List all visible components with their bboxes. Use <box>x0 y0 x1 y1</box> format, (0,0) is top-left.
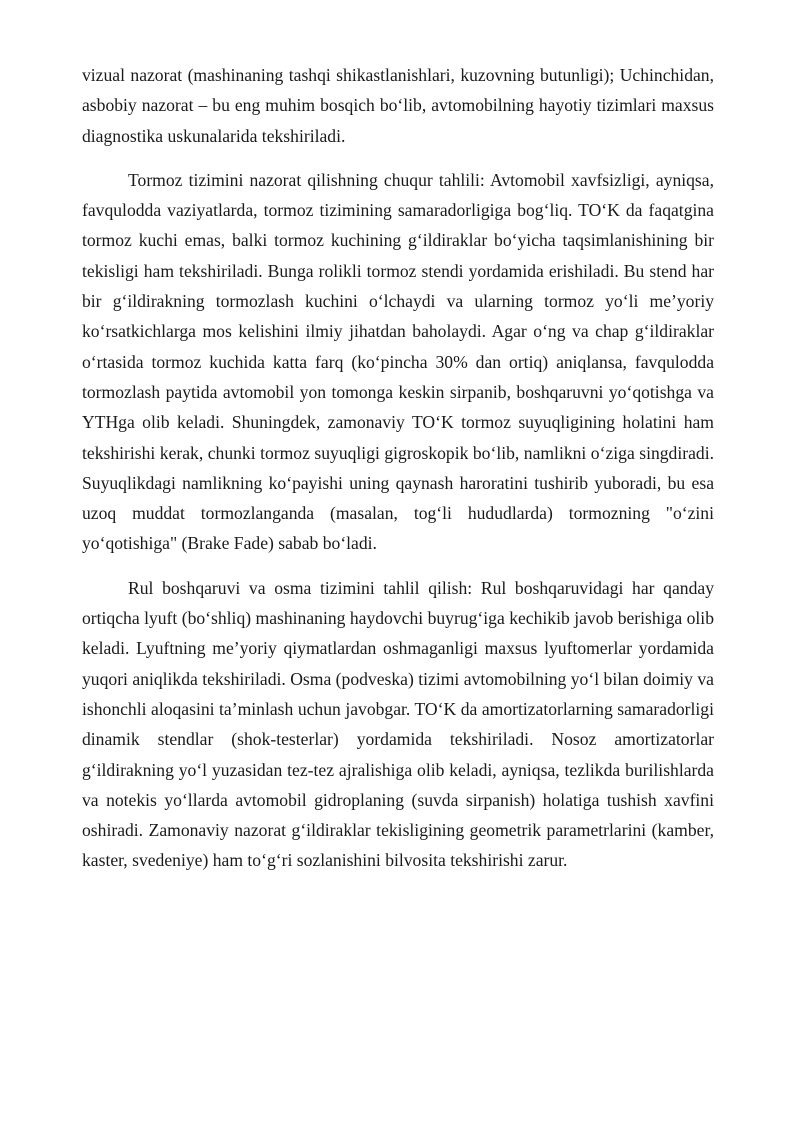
paragraph-visual-inspection: vizual nazorat (mashinaning tashqi shikastlanishlari, kuzovning butunligi); Uchinchidan, asbobiy nazorat – bu eng muhim bosqich bo‘lib, avtomobilning hayotiy tizimlari maxsus diagnostika uskunalarida tekshiriladi. <box>82 65 714 146</box>
document-page <box>82 60 714 876</box>
paragraph-brake-system: Tormoz tizimini nazorat qilishning chuqur tahlili: Avtomobil xavfsizligi, ayniqsa, favqulodda vaziyatlarda, tormoz tizimining samaradorligiga bog‘liq. TO‘K da faqatgina tormoz kuchi emas, balki tormoz kuchining g‘ildiraklar bo‘yicha taqsimlanishining bir tekisligi ham tekshiriladi. Bunga rolikli tormoz stendi yordamida erishiladi. Bu stend har bir g‘ildirakning tormozlash kuchini o‘lchaydi va ularning tormoz yo‘li me’yoriy ko‘rsatkichlarga mos kelishini ilmiy jihatdan baholaydi. Agar o‘ng va chap g‘ildiraklar o‘rtasida tormoz kuchida katta farq (ko‘pincha 30% dan ortiq) aniqlansa, favqulodda tormozlash paytida avtomobil yon tomonga keskin sirpanib, boshqaruvni yo‘qotishga va YTHga olib keladi. Shuningdek, zamonaviy TO‘K tormoz suyuqligining holatini ham tekshirishi kerak, chunki tormoz suyuqligi gigroskopik bo‘lib, namlikni o‘ziga singdiradi. Suyuqlikdagi namlikning ko‘payishi uning qaynash haroratini tushirib yuboradi, bu esa uzoq muddat tormozlanganda (masalan, tog‘li hududlarda) tormozning "o‘zini yo‘qotishiga" (Brake Fade) sabab bo‘ladi. <box>82 169 714 554</box>
paragraph-steering-suspension: Rul boshqaruvi va osma tizimini tahlil qilish: Rul boshqaruvidagi har qanday ortiqcha lyuft (bo‘shliq) mashinaning haydovchi buyrug‘iga kechikib javob berishiga olib keladi. Lyuftning me’yoriy qiymatlardan oshmaganligi maxsus lyuftomerlar yordamida yuqori aniqlikda tekshiriladi. Osma (podveska) tizimi avtomobilning yo‘l bilan doimiy va ishonchli aloqasini ta’minlash uchun javobgar. TO‘K da amortizatorlarning samaradorligi dinamik stendlar (shok-testerlar) yordamida tekshiriladi. Nosoz amortizatorlar g‘ildirakning yo‘l yuzasidan tez-tez ajralishiga olib keladi, ayniqsa, tezlikda burilishlarda va notekis yo‘llarda avtomobil gidroplaning (suvda sirpanish) holatiga tushish xavfini oshiradi. Zamonaviy nazorat g‘ildiraklar tekisligining geometrik parametrlarini (kamber, kaster, svedeniye) ham to‘g‘ri sozlanishini bilvosita tekshirishi zarur. <box>82 577 714 871</box>
